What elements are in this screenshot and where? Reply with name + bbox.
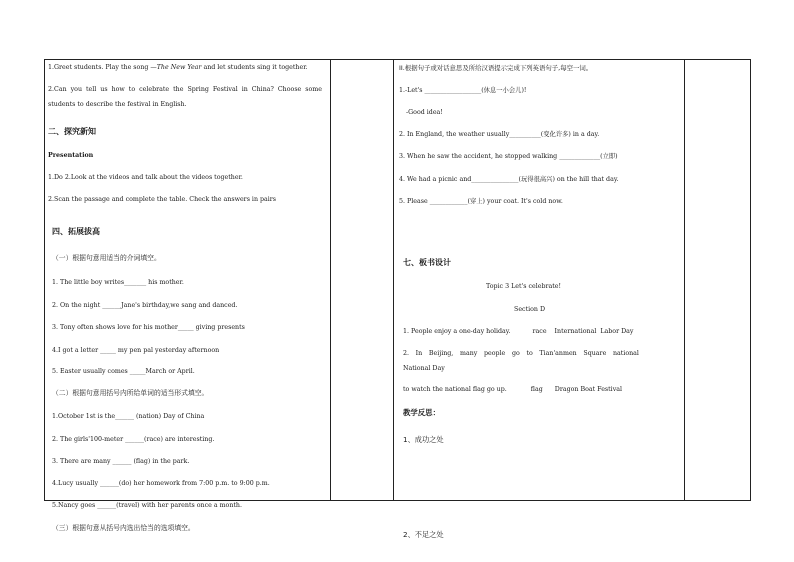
table-bottom-border xyxy=(44,500,750,501)
part-2-item-4: 4.Lucy usually ______(do) her homework from 7:00 p.m. to 9:00 p.m. xyxy=(52,480,270,487)
presentation-step-1: 1.Do 2.Look at the videos and talk about the videos together. xyxy=(48,174,243,181)
part-2-item-5: 5.Nancy goes ______(travel) with her parents once a month. xyxy=(52,502,242,509)
exercise-2-q2: 2. In England, the weather usually__________(变化许多) in a day. xyxy=(399,131,600,138)
board-line-1: 1. People enjoy a one-day holiday. race International Labor Day xyxy=(403,328,634,335)
exercise-2-q4: 4. We had a picnic and_______________(玩得很高兴) on the hill that day. xyxy=(399,176,619,183)
presentation-label: Presentation xyxy=(48,152,94,159)
exercise-2-q1-reply: -Good idea! xyxy=(406,109,443,116)
exercise-2-q5: 5. Please ____________(穿上) your coat. It's cold now. xyxy=(399,198,563,205)
exercise-2-title: II.根据句子或对话意思及所给汉语提示完成下列英语句子,每空一词。 xyxy=(399,64,593,72)
exercise-2-q3: 3. When he saw the accident, he stopped walking _____________(立即) xyxy=(399,153,618,160)
part-3-title: （三）根据句意从括号内选出恰当的选项填空。 xyxy=(52,524,195,532)
part-1-item-5: 5. Easter usually comes _____March or April. xyxy=(52,368,195,375)
board-line-3: to watch the national flag go up. flag Dragon Boat Festival xyxy=(403,386,623,393)
board-topic: Topic 3 Let's celebrate! xyxy=(486,283,562,290)
section-4-title: 四、拓展拔高 xyxy=(52,227,100,236)
greet-text: 1.Greet students. Play the song —The New Year and let students sing it together. xyxy=(48,64,308,71)
part-1-title: （一）根据句意用适当的介词填空。 xyxy=(52,254,161,262)
question-2-line1: 2.Can you tell us how to celebrate the Spring Festival in China? Choose some xyxy=(48,86,322,93)
table-top-border xyxy=(44,59,750,60)
section-2-title: 二、探究新知 xyxy=(48,127,96,136)
reflection-shortcoming: 2、不足之处 xyxy=(403,530,444,539)
part-2-item-2: 2. The girls'100-meter ______(race) are interesting. xyxy=(52,436,215,443)
col-border-5 xyxy=(750,59,751,501)
part-1-item-4: 4.I got a letter _____ my pen pal yesterday afternoon xyxy=(52,347,220,354)
part-1-item-1: 1. The little boy writes_______ his mother. xyxy=(52,279,184,286)
reflection-title: 教学反思： xyxy=(403,408,440,417)
part-2-item-1: 1.October 1st is the______ (nation) Day of China xyxy=(52,413,205,420)
exercise-2-q1: 1.-Let's __________________(休息一小会儿)! xyxy=(399,87,527,94)
col-border-1 xyxy=(44,59,45,501)
col-border-4 xyxy=(684,59,685,501)
section-7-title: 七、板书设计 xyxy=(403,258,451,267)
col-border-3 xyxy=(393,59,394,501)
col-border-2 xyxy=(330,59,331,501)
question-2-line2: students to describe the festival in English. xyxy=(48,101,187,108)
reflection-success: 1、成功之处 xyxy=(403,435,444,444)
part-2-title: （二）根据句意用括号内所给单词的适当形式填空。 xyxy=(52,389,209,397)
presentation-step-2: 2.Scan the passage and complete the table. Check the answers in pairs xyxy=(48,196,277,203)
part-1-item-3: 3. Tony often shows love for his mother_____ giving presents xyxy=(52,324,245,331)
board-line-2: 2. In Beijing, many people go to Tian'anmen Square national xyxy=(403,350,639,357)
board-line-2-cont: National Day xyxy=(403,365,445,372)
board-section: Section D xyxy=(514,306,546,313)
part-2-item-3: 3. There are many ______ (flag) in the park. xyxy=(52,458,190,465)
part-1-item-2: 2. On the night ______Jane's birthday,we sang and danced. xyxy=(52,302,238,309)
